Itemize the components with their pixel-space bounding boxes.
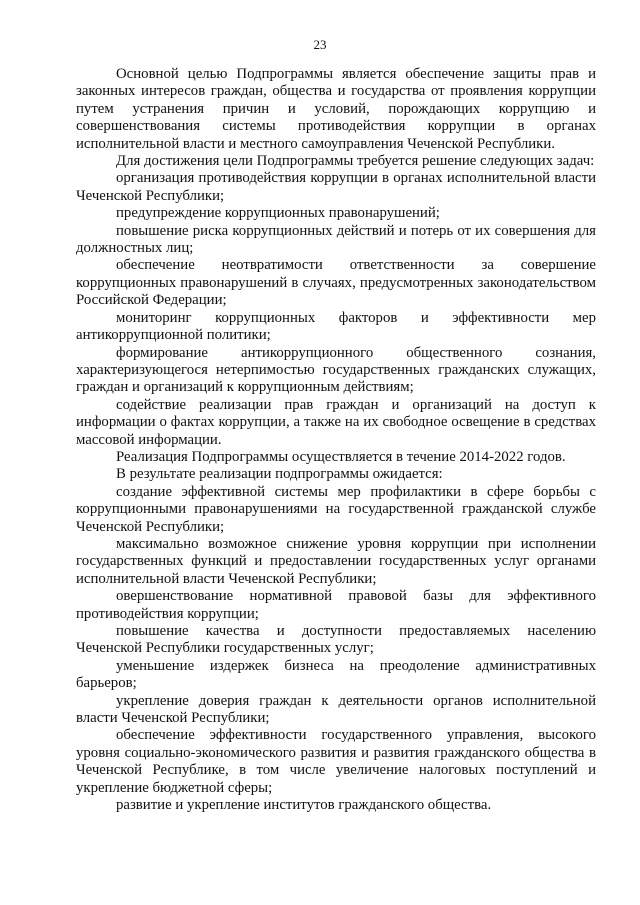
list-item: формирование антикоррупционного общественного сознания, характеризующегося нетерпимостью государственных гражданских служащих, граждан и организаций к коррупционным действиям;	[76, 344, 596, 396]
list-item: максимально возможное снижение уровня коррупции при исполнении государственных функций и предоставлении государственных услуг органами исполнительной власти Чеченской Республики;	[76, 535, 596, 587]
list-item: повышение качества и доступности предоставляемых населению Чеченской Республики государственных услуг;	[76, 623, 596, 657]
list-item: развитие и укрепление институтов гражданского общества.	[116, 797, 492, 814]
list-item: укрепление доверия граждан к деятельности органов исполнительной власти Чеченской Республики;	[76, 692, 596, 727]
list-item: создание эффективной системы мер профилактики в сфере борьбы с коррупционными правонарушениями на государственной гражданской службе Чеченской Республики;	[76, 483, 596, 535]
list-item: предупреждение коррупционных правонарушений;	[116, 205, 440, 222]
paragraph: Реализация Подпрограммы осуществляется в течение 2014-2022 годов.	[116, 448, 566, 465]
paragraph: Основной целью Подпрограммы является обеспечение защиты прав и законных интересов граждан, общества и государства от проявления коррупции путем устранения причин и условий, порождающих коррупцию и совершенствования системы противодействия коррупции в органах исполнительной власти и местного самоуправления Чеченской Республики.	[76, 66, 596, 152]
list-item: мониторинг коррупционных факторов и эффективности мер антикоррупционной политики;	[76, 309, 596, 344]
paragraph: Для достижения цели Подпрограммы требуется решение следующих задач:	[116, 153, 595, 170]
list-item: повышение риска коррупционных действий и потерь от их совершения для должностных лиц;	[76, 222, 596, 257]
list-item: обеспечение эффективности государственного управления, высокого уровня социально-экономического развития и развития гражданского общества в Чеченской Республике, в том числе увеличение налоговых поступлений и укрепление бюджетной сферы;	[76, 727, 596, 796]
body-text	[76, 66, 596, 814]
list-item: организация противодействия коррупции в органах исполнительной власти Чеченской Республики;	[76, 170, 596, 204]
page-number: 23	[313, 37, 327, 52]
list-item: уменьшение издержек бизнеса на преодоление административных барьеров;	[76, 657, 596, 692]
list-item: содействие реализации прав граждан и организаций на доступ к информации о фактах коррупции, а также на их свободное освещение в средствах массовой информации.	[76, 396, 596, 448]
list-item: овершенствование нормативной правовой базы для эффективного противодействия коррупции;	[76, 588, 596, 622]
paragraph: В результате реализации подпрограммы ожидается:	[116, 466, 443, 483]
list-item: обеспечение неотвратимости ответственности за совершение коррупционных правонарушений в случаях, предусмотренных законодательством Российской Федерации;	[76, 257, 596, 309]
